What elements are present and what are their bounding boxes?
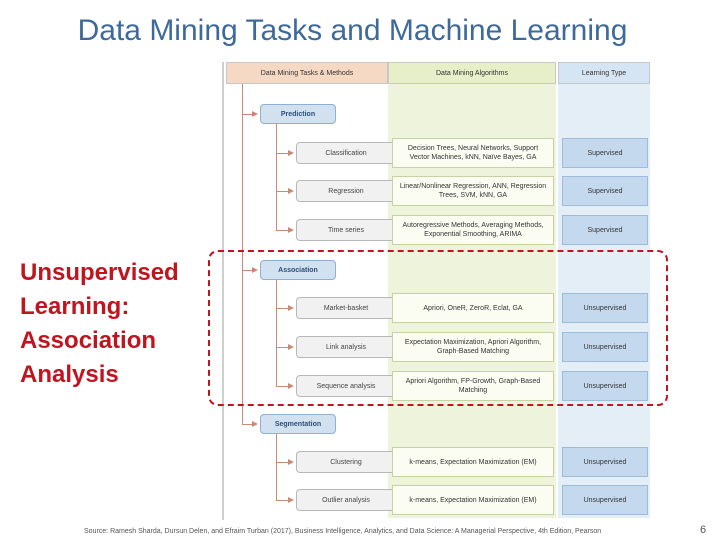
arrow-icon — [288, 150, 294, 156]
type-market-basket: Unsupervised — [562, 293, 648, 323]
task-time-series: Time series — [296, 219, 396, 241]
type-regression: Supervised — [562, 176, 648, 206]
task-outlier-analysis: Outlier analysis — [296, 489, 396, 511]
type-sequence-analysis: Unsupervised — [562, 371, 648, 401]
category-prediction: Prediction — [260, 104, 336, 124]
task-sequence-analysis: Sequence analysis — [296, 375, 396, 397]
header-tasks-methods: Data Mining Tasks & Methods — [226, 62, 388, 84]
arrow-icon — [288, 459, 294, 465]
arrow-icon — [288, 188, 294, 194]
header-algorithms: Data Mining Algorithms — [388, 62, 556, 84]
category-segmentation: Segmentation — [260, 414, 336, 434]
branch-line — [276, 434, 277, 500]
algorithms-outlier-analysis: k-means, Expectation Maximization (EM) — [392, 485, 554, 515]
source-citation: Source: Ramesh Sharda, Dursun Delen, and Efraim Turban (2017), Business Intelligence, Analytics, and Data Science: A Managerial Perspective, 4th Edition, Pearson — [84, 528, 602, 535]
algorithms-market-basket: Apriori, OneR, ZeroR, Eclat, GA — [392, 293, 554, 323]
algorithms-sequence-analysis: Apriori Algorithm, FP-Growth, Graph-Based Matching — [392, 371, 554, 401]
task-classification: Classification — [296, 142, 396, 164]
task-market-basket: Market-basket — [296, 297, 396, 319]
association-highlight-frame — [208, 250, 668, 406]
branch-line — [276, 124, 277, 230]
type-clustering: Unsupervised — [562, 447, 648, 477]
algorithms-time-series: Autoregressive Methods, Averaging Methods, Exponential Smoothing, ARIMA — [392, 215, 554, 245]
algorithms-link-analysis: Expectation Maximization, Apriori Algorithm, Graph-Based Matching — [392, 332, 554, 362]
task-clustering: Clustering — [296, 451, 396, 473]
algorithms-regression: Linear/Nonlinear Regression, ANN, Regression Trees, SVM, kNN, GA — [392, 176, 554, 206]
side-label: Unsupervised Learning: Association Analysis — [20, 259, 179, 388]
type-outlier-analysis: Unsupervised — [562, 485, 648, 515]
arrow-icon — [288, 227, 294, 233]
arrow-icon — [252, 111, 258, 117]
arrow-icon — [288, 497, 294, 503]
type-classification: Supervised — [562, 138, 648, 168]
page-number: 6 — [700, 524, 707, 536]
algorithms-classification: Decision Trees, Neural Networks, Support Vector Machines, kNN, Naïve Bayes, GA — [392, 138, 554, 168]
header-learning-type: Learning Type — [558, 62, 650, 84]
algorithms-clustering: k-means, Expectation Maximization (EM) — [392, 447, 554, 477]
arrow-icon — [252, 421, 258, 427]
category-association: Association — [260, 260, 336, 280]
task-regression: Regression — [296, 180, 396, 202]
type-time-series: Supervised — [562, 215, 648, 245]
slide-title: Data Mining Tasks and Machine Learning — [77, 14, 628, 47]
type-link-analysis: Unsupervised — [562, 332, 648, 362]
task-link-analysis: Link analysis — [296, 336, 396, 358]
